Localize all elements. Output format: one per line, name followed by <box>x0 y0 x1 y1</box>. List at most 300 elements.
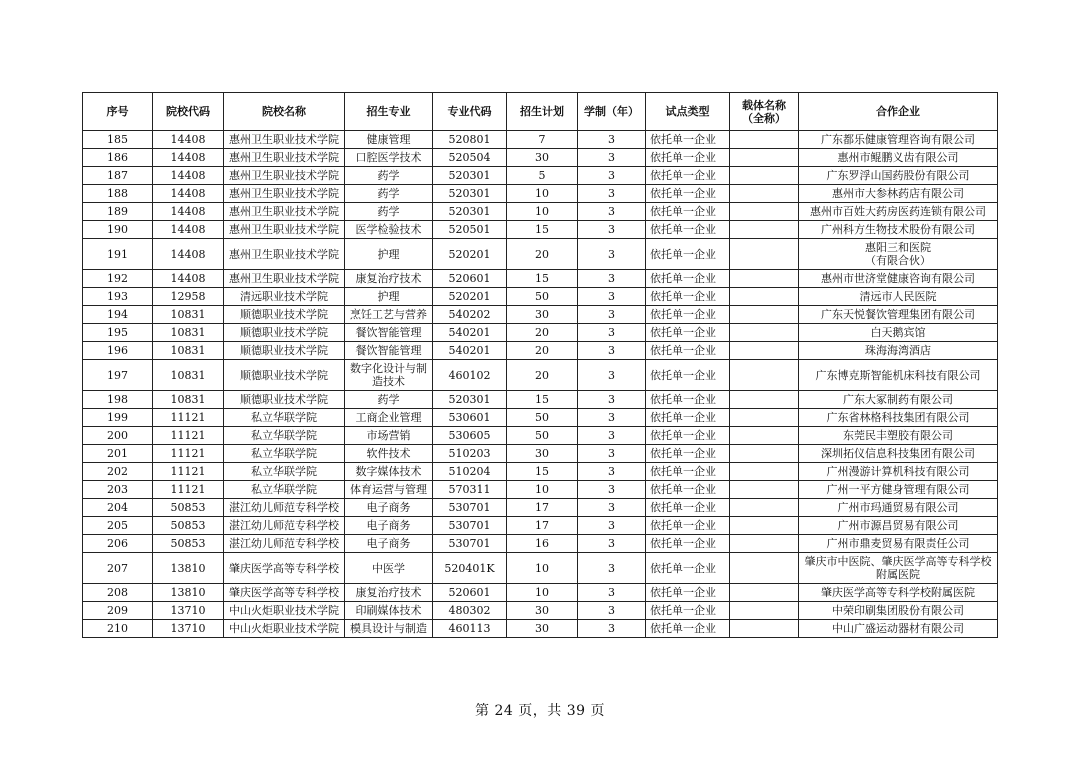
cell-partner-line: 惠阳三和医院 <box>865 241 931 254</box>
cell-seq: 187 <box>83 167 153 185</box>
table-row <box>83 602 998 620</box>
cell-pilot-type: 依托单一企业 <box>646 288 730 306</box>
header-pilot-type: 试点类型 <box>646 93 730 131</box>
cell-major-code: 530601 <box>433 409 507 427</box>
cell-plan: 15 <box>507 221 578 239</box>
cell-carrier <box>730 517 799 535</box>
cell-seq: 190 <box>83 221 153 239</box>
cell-partner: 广州一平方健身管理有限公司 <box>799 481 998 499</box>
cell-school-code: 11121 <box>153 445 224 463</box>
cell-major: 药学 <box>345 185 433 203</box>
cell-major-code: 480302 <box>433 602 507 620</box>
cell-years: 3 <box>578 427 646 445</box>
cell-carrier <box>730 584 799 602</box>
cell-seq: 191 <box>83 239 153 270</box>
cell-school-code: 14408 <box>153 185 224 203</box>
cell-school-name: 肇庆医学高等专科学校 <box>224 553 345 584</box>
cell-pilot-type: 依托单一企业 <box>646 342 730 360</box>
cell-years: 3 <box>578 131 646 149</box>
cell-major-code: 510204 <box>433 463 507 481</box>
cell-plan: 20 <box>507 324 578 342</box>
cell-plan: 50 <box>507 288 578 306</box>
cell-seq: 205 <box>83 517 153 535</box>
cell-pilot-type: 依托单一企业 <box>646 131 730 149</box>
cell-carrier <box>730 360 799 391</box>
cell-years: 3 <box>578 221 646 239</box>
cell-major-code: 520504 <box>433 149 507 167</box>
cell-seq: 210 <box>83 620 153 638</box>
cell-years: 3 <box>578 270 646 288</box>
cell-years: 3 <box>578 239 646 270</box>
cell-carrier <box>730 427 799 445</box>
cell-carrier <box>730 481 799 499</box>
cell-plan: 15 <box>507 463 578 481</box>
cell-school-code: 14408 <box>153 131 224 149</box>
table-row <box>83 517 998 535</box>
cell-major-code: 520501 <box>433 221 507 239</box>
cell-major-code: 520601 <box>433 270 507 288</box>
cell-seq: 201 <box>83 445 153 463</box>
cell-carrier <box>730 602 799 620</box>
cell-years: 3 <box>578 481 646 499</box>
cell-major-code: 520201 <box>433 239 507 270</box>
cell-school-name: 私立华联学院 <box>224 481 345 499</box>
header-carrier-line: （全称） <box>742 111 786 125</box>
cell-carrier <box>730 535 799 553</box>
cell-years: 3 <box>578 584 646 602</box>
cell-partner: 广州市鼎麦贸易有限责任公司 <box>799 535 998 553</box>
header-school-name: 院校名称 <box>224 93 345 131</box>
cell-partner: 惠州市世济堂健康咨询有限公司 <box>799 270 998 288</box>
cell-partner-line: 肇庆市中医院、肇庆医学高等专科学校 <box>804 555 992 568</box>
cell-pilot-type: 依托单一企业 <box>646 602 730 620</box>
cell-plan: 10 <box>507 553 578 584</box>
cell-school-code: 50853 <box>153 517 224 535</box>
table-header <box>83 93 998 131</box>
cell-major: 市场营销 <box>345 427 433 445</box>
cell-carrier <box>730 620 799 638</box>
table-row <box>83 620 998 638</box>
cell-partner: 广州科方生物技术股份有限公司 <box>799 221 998 239</box>
cell-pilot-type: 依托单一企业 <box>646 167 730 185</box>
cell-major: 健康管理 <box>345 131 433 149</box>
cell-partner: 中荣印刷集团股份有限公司 <box>799 602 998 620</box>
cell-plan: 20 <box>507 360 578 391</box>
cell-years: 3 <box>578 360 646 391</box>
header-seq: 序号 <box>83 93 153 131</box>
cell-school-name: 顺德职业技术学院 <box>224 306 345 324</box>
cell-pilot-type: 依托单一企业 <box>646 360 730 391</box>
cell-pilot-type: 依托单一企业 <box>646 517 730 535</box>
cell-plan: 30 <box>507 620 578 638</box>
cell-major: 中医学 <box>345 553 433 584</box>
cell-plan: 30 <box>507 445 578 463</box>
cell-school-name: 惠州卫生职业技术学院 <box>224 167 345 185</box>
cell-carrier <box>730 149 799 167</box>
header-row <box>83 93 998 131</box>
cell-school-name: 湛江幼儿师范专科学校 <box>224 499 345 517</box>
cell-seq: 186 <box>83 149 153 167</box>
cell-school-code: 14408 <box>153 203 224 221</box>
cell-school-code: 10831 <box>153 342 224 360</box>
cell-major-code: 540201 <box>433 324 507 342</box>
cell-major: 烹饪工艺与营养 <box>345 306 433 324</box>
cell-partner: 广东都乐健康管理咨询有限公司 <box>799 131 998 149</box>
cell-plan: 50 <box>507 409 578 427</box>
table-row <box>83 391 998 409</box>
table-row <box>83 481 998 499</box>
cell-pilot-type: 依托单一企业 <box>646 306 730 324</box>
table-row <box>83 463 998 481</box>
cell-pilot-type: 依托单一企业 <box>646 221 730 239</box>
cell-major-code: 520201 <box>433 288 507 306</box>
cell-major-code: 520301 <box>433 185 507 203</box>
cell-plan: 20 <box>507 342 578 360</box>
cell-seq: 193 <box>83 288 153 306</box>
table-row <box>83 149 998 167</box>
cell-partner: 东莞民丰塑胶有限公司 <box>799 427 998 445</box>
cell-pilot-type: 依托单一企业 <box>646 481 730 499</box>
cell-major-code: 530605 <box>433 427 507 445</box>
cell-carrier <box>730 463 799 481</box>
header-plan: 招生计划 <box>507 93 578 131</box>
cell-partner-line: （有限合伙） <box>865 254 931 267</box>
cell-school-name: 顺德职业技术学院 <box>224 324 345 342</box>
cell-partner: 清远市人民医院 <box>799 288 998 306</box>
cell-partner: 广东大冢制药有限公司 <box>799 391 998 409</box>
cell-partner: 珠海海湾酒店 <box>799 342 998 360</box>
table-row <box>83 360 998 391</box>
table-row <box>83 553 998 584</box>
cell-carrier <box>730 445 799 463</box>
table-row <box>83 239 998 270</box>
cell-plan: 30 <box>507 306 578 324</box>
cell-years: 3 <box>578 391 646 409</box>
cell-partner: 广东天悦餐饮管理集团有限公司 <box>799 306 998 324</box>
cell-school-code: 12958 <box>153 288 224 306</box>
cell-major-code: 530701 <box>433 499 507 517</box>
cell-school-name: 肇庆医学高等专科学校 <box>224 584 345 602</box>
cell-school-name: 中山火炬职业技术学院 <box>224 620 345 638</box>
cell-school-code: 10831 <box>153 391 224 409</box>
cell-carrier <box>730 288 799 306</box>
cell-major-code: 530701 <box>433 535 507 553</box>
cell-seq: 198 <box>83 391 153 409</box>
cell-plan: 30 <box>507 149 578 167</box>
cell-school-code: 13710 <box>153 602 224 620</box>
cell-seq: 195 <box>83 324 153 342</box>
cell-pilot-type: 依托单一企业 <box>646 463 730 481</box>
cell-major: 药学 <box>345 167 433 185</box>
cell-major: 药学 <box>345 203 433 221</box>
cell-years: 3 <box>578 185 646 203</box>
table-row <box>83 306 998 324</box>
cell-major-code: 520401K <box>433 553 507 584</box>
cooperation-table <box>82 92 998 638</box>
cell-major: 餐饮智能管理 <box>345 324 433 342</box>
cell-major: 餐饮智能管理 <box>345 342 433 360</box>
cell-seq: 199 <box>83 409 153 427</box>
table-row <box>83 288 998 306</box>
cell-school-code: 13810 <box>153 584 224 602</box>
cell-major-code: 520301 <box>433 391 507 409</box>
cell-seq: 209 <box>83 602 153 620</box>
table-row <box>83 342 998 360</box>
cell-school-name: 惠州卫生职业技术学院 <box>224 131 345 149</box>
cell-plan: 15 <box>507 391 578 409</box>
cell-school-name: 顺德职业技术学院 <box>224 391 345 409</box>
cell-school-name: 湛江幼儿师范专科学校 <box>224 517 345 535</box>
cell-seq: 208 <box>83 584 153 602</box>
cell-years: 3 <box>578 535 646 553</box>
cell-school-name: 惠州卫生职业技术学院 <box>224 239 345 270</box>
cell-years: 3 <box>578 342 646 360</box>
cell-partner: 广州漫游计算机科技有限公司 <box>799 463 998 481</box>
cell-pilot-type: 依托单一企业 <box>646 499 730 517</box>
table-row <box>83 445 998 463</box>
table-row <box>83 409 998 427</box>
cell-pilot-type: 依托单一企业 <box>646 185 730 203</box>
cell-school-code: 10831 <box>153 324 224 342</box>
cell-partner: 广州市玛通贸易有限公司 <box>799 499 998 517</box>
cell-carrier <box>730 409 799 427</box>
header-years: 学制（年） <box>578 93 646 131</box>
cell-pilot-type: 依托单一企业 <box>646 409 730 427</box>
table-row <box>83 584 998 602</box>
cell-years: 3 <box>578 324 646 342</box>
cell-school-name: 惠州卫生职业技术学院 <box>224 203 345 221</box>
cell-school-name: 惠州卫生职业技术学院 <box>224 149 345 167</box>
cell-major: 电子商务 <box>345 499 433 517</box>
cell-school-name: 顺德职业技术学院 <box>224 360 345 391</box>
cell-partner: 广东博克斯智能机床科技有限公司 <box>799 360 998 391</box>
table-row <box>83 324 998 342</box>
cell-seq: 192 <box>83 270 153 288</box>
cell-pilot-type: 依托单一企业 <box>646 553 730 584</box>
cell-partner: 惠州市鲲鹏义齿有限公司 <box>799 149 998 167</box>
table-row <box>83 185 998 203</box>
cell-carrier <box>730 239 799 270</box>
cell-seq: 204 <box>83 499 153 517</box>
cell-partner <box>799 239 998 270</box>
cell-major: 康复治疗技术 <box>345 270 433 288</box>
cell-plan: 17 <box>507 499 578 517</box>
cell-seq: 196 <box>83 342 153 360</box>
cell-school-code: 11121 <box>153 463 224 481</box>
cell-years: 3 <box>578 499 646 517</box>
cell-plan: 20 <box>507 239 578 270</box>
cell-plan: 17 <box>507 517 578 535</box>
cell-school-name: 中山火炬职业技术学院 <box>224 602 345 620</box>
cell-plan: 7 <box>507 131 578 149</box>
cell-major: 体育运营与管理 <box>345 481 433 499</box>
cell-years: 3 <box>578 445 646 463</box>
cell-school-code: 13710 <box>153 620 224 638</box>
cell-years: 3 <box>578 149 646 167</box>
cell-plan: 10 <box>507 584 578 602</box>
cell-major: 电子商务 <box>345 535 433 553</box>
cell-years: 3 <box>578 409 646 427</box>
cell-major-code: 540202 <box>433 306 507 324</box>
cell-plan: 10 <box>507 203 578 221</box>
cell-plan: 16 <box>507 535 578 553</box>
cell-seq: 202 <box>83 463 153 481</box>
cell-school-code: 13810 <box>153 553 224 584</box>
cell-pilot-type: 依托单一企业 <box>646 239 730 270</box>
cell-carrier <box>730 342 799 360</box>
cell-school-name: 惠州卫生职业技术学院 <box>224 185 345 203</box>
header-carrier-line: 载体名称 <box>742 98 786 112</box>
cell-pilot-type: 依托单一企业 <box>646 584 730 602</box>
cell-seq: 200 <box>83 427 153 445</box>
cell-school-code: 10831 <box>153 360 224 391</box>
cell-major: 口腔医学技术 <box>345 149 433 167</box>
cell-carrier <box>730 167 799 185</box>
cell-school-code: 14408 <box>153 149 224 167</box>
table-row <box>83 499 998 517</box>
cell-plan: 10 <box>507 481 578 499</box>
cell-school-code: 14408 <box>153 239 224 270</box>
table-row <box>83 221 998 239</box>
table-row <box>83 203 998 221</box>
header-school-code: 院校代码 <box>153 93 224 131</box>
cell-partner: 广州市源昌贸易有限公司 <box>799 517 998 535</box>
page-number: 第 24 页，共 39 页 <box>475 703 605 719</box>
cell-pilot-type: 依托单一企业 <box>646 203 730 221</box>
cell-school-name: 私立华联学院 <box>224 427 345 445</box>
cell-partner: 白天鹅宾馆 <box>799 324 998 342</box>
cell-pilot-type: 依托单一企业 <box>646 149 730 167</box>
cell-school-code: 10831 <box>153 306 224 324</box>
cell-plan: 30 <box>507 602 578 620</box>
cell-pilot-type: 依托单一企业 <box>646 427 730 445</box>
cell-major: 模具设计与制造 <box>345 620 433 638</box>
cell-years: 3 <box>578 306 646 324</box>
cell-carrier <box>730 306 799 324</box>
table-row <box>83 131 998 149</box>
cell-carrier <box>730 203 799 221</box>
cell-major-code: 520301 <box>433 203 507 221</box>
cell-carrier <box>730 324 799 342</box>
table-row <box>83 427 998 445</box>
cell-school-code: 50853 <box>153 499 224 517</box>
cell-school-name: 惠州卫生职业技术学院 <box>224 221 345 239</box>
cell-partner: 广东罗浮山国药股份有限公司 <box>799 167 998 185</box>
header-carrier <box>730 93 799 131</box>
cell-pilot-type: 依托单一企业 <box>646 620 730 638</box>
table-row <box>83 167 998 185</box>
cell-school-name: 顺德职业技术学院 <box>224 342 345 360</box>
cell-plan: 5 <box>507 167 578 185</box>
cell-years: 3 <box>578 602 646 620</box>
cell-years: 3 <box>578 620 646 638</box>
header-partner: 合作企业 <box>799 93 998 131</box>
cell-school-code: 11121 <box>153 409 224 427</box>
cell-partner: 惠州市百姓大药房医药连锁有限公司 <box>799 203 998 221</box>
cell-school-code: 14408 <box>153 167 224 185</box>
cell-major-code: 460113 <box>433 620 507 638</box>
header-major: 招生专业 <box>345 93 433 131</box>
cell-school-code: 50853 <box>153 535 224 553</box>
cell-seq: 207 <box>83 553 153 584</box>
cell-pilot-type: 依托单一企业 <box>646 270 730 288</box>
cell-carrier <box>730 553 799 584</box>
cell-plan: 50 <box>507 427 578 445</box>
cell-major-code: 570311 <box>433 481 507 499</box>
cell-seq: 206 <box>83 535 153 553</box>
cell-seq: 197 <box>83 360 153 391</box>
cell-school-code: 11121 <box>153 427 224 445</box>
cell-carrier <box>730 221 799 239</box>
cell-major: 工商企业管理 <box>345 409 433 427</box>
cell-seq: 194 <box>83 306 153 324</box>
cell-major: 药学 <box>345 391 433 409</box>
cell-major: 护理 <box>345 288 433 306</box>
cell-major: 软件技术 <box>345 445 433 463</box>
cell-partner-line: 附属医院 <box>876 568 920 581</box>
cell-seq: 188 <box>83 185 153 203</box>
cell-major-code: 460102 <box>433 360 507 391</box>
cell-years: 3 <box>578 517 646 535</box>
cell-school-name: 私立华联学院 <box>224 445 345 463</box>
cell-major-line: 造技术 <box>372 375 405 388</box>
cell-partner: 肇庆医学高等专科学校附属医院 <box>799 584 998 602</box>
cell-plan: 15 <box>507 270 578 288</box>
table-body <box>83 131 998 638</box>
cell-major: 护理 <box>345 239 433 270</box>
cell-years: 3 <box>578 203 646 221</box>
cell-school-name: 清远职业技术学院 <box>224 288 345 306</box>
cell-pilot-type: 依托单一企业 <box>646 445 730 463</box>
cell-major-code: 540201 <box>433 342 507 360</box>
cell-pilot-type: 依托单一企业 <box>646 391 730 409</box>
table-row <box>83 270 998 288</box>
cell-school-name: 惠州卫生职业技术学院 <box>224 270 345 288</box>
cell-partner: 广东省林格科技集团有限公司 <box>799 409 998 427</box>
cell-pilot-type: 依托单一企业 <box>646 535 730 553</box>
cell-major: 数字媒体技术 <box>345 463 433 481</box>
cell-partner: 惠州市大参林药店有限公司 <box>799 185 998 203</box>
cell-seq: 185 <box>83 131 153 149</box>
cell-partner: 中山广盛运动器材有限公司 <box>799 620 998 638</box>
cell-major <box>345 360 433 391</box>
cell-seq: 203 <box>83 481 153 499</box>
cell-carrier <box>730 270 799 288</box>
cell-carrier <box>730 185 799 203</box>
cell-major-code: 520301 <box>433 167 507 185</box>
cell-major: 医学检验技术 <box>345 221 433 239</box>
cell-major-line: 数字化设计与制 <box>350 362 427 375</box>
cell-years: 3 <box>578 167 646 185</box>
cell-years: 3 <box>578 463 646 481</box>
cell-major: 康复治疗技术 <box>345 584 433 602</box>
header-major-code: 专业代码 <box>433 93 507 131</box>
cell-major-code: 530701 <box>433 517 507 535</box>
table-row <box>83 535 998 553</box>
cell-carrier <box>730 131 799 149</box>
cell-major: 电子商务 <box>345 517 433 535</box>
cell-years: 3 <box>578 288 646 306</box>
cell-years: 3 <box>578 553 646 584</box>
cell-school-code: 14408 <box>153 221 224 239</box>
cell-school-code: 11121 <box>153 481 224 499</box>
cell-partner: 深圳拓仪信息科技集团有限公司 <box>799 445 998 463</box>
cell-pilot-type: 依托单一企业 <box>646 324 730 342</box>
cell-carrier <box>730 499 799 517</box>
cell-plan: 10 <box>507 185 578 203</box>
cell-major-code: 510203 <box>433 445 507 463</box>
cell-seq: 189 <box>83 203 153 221</box>
